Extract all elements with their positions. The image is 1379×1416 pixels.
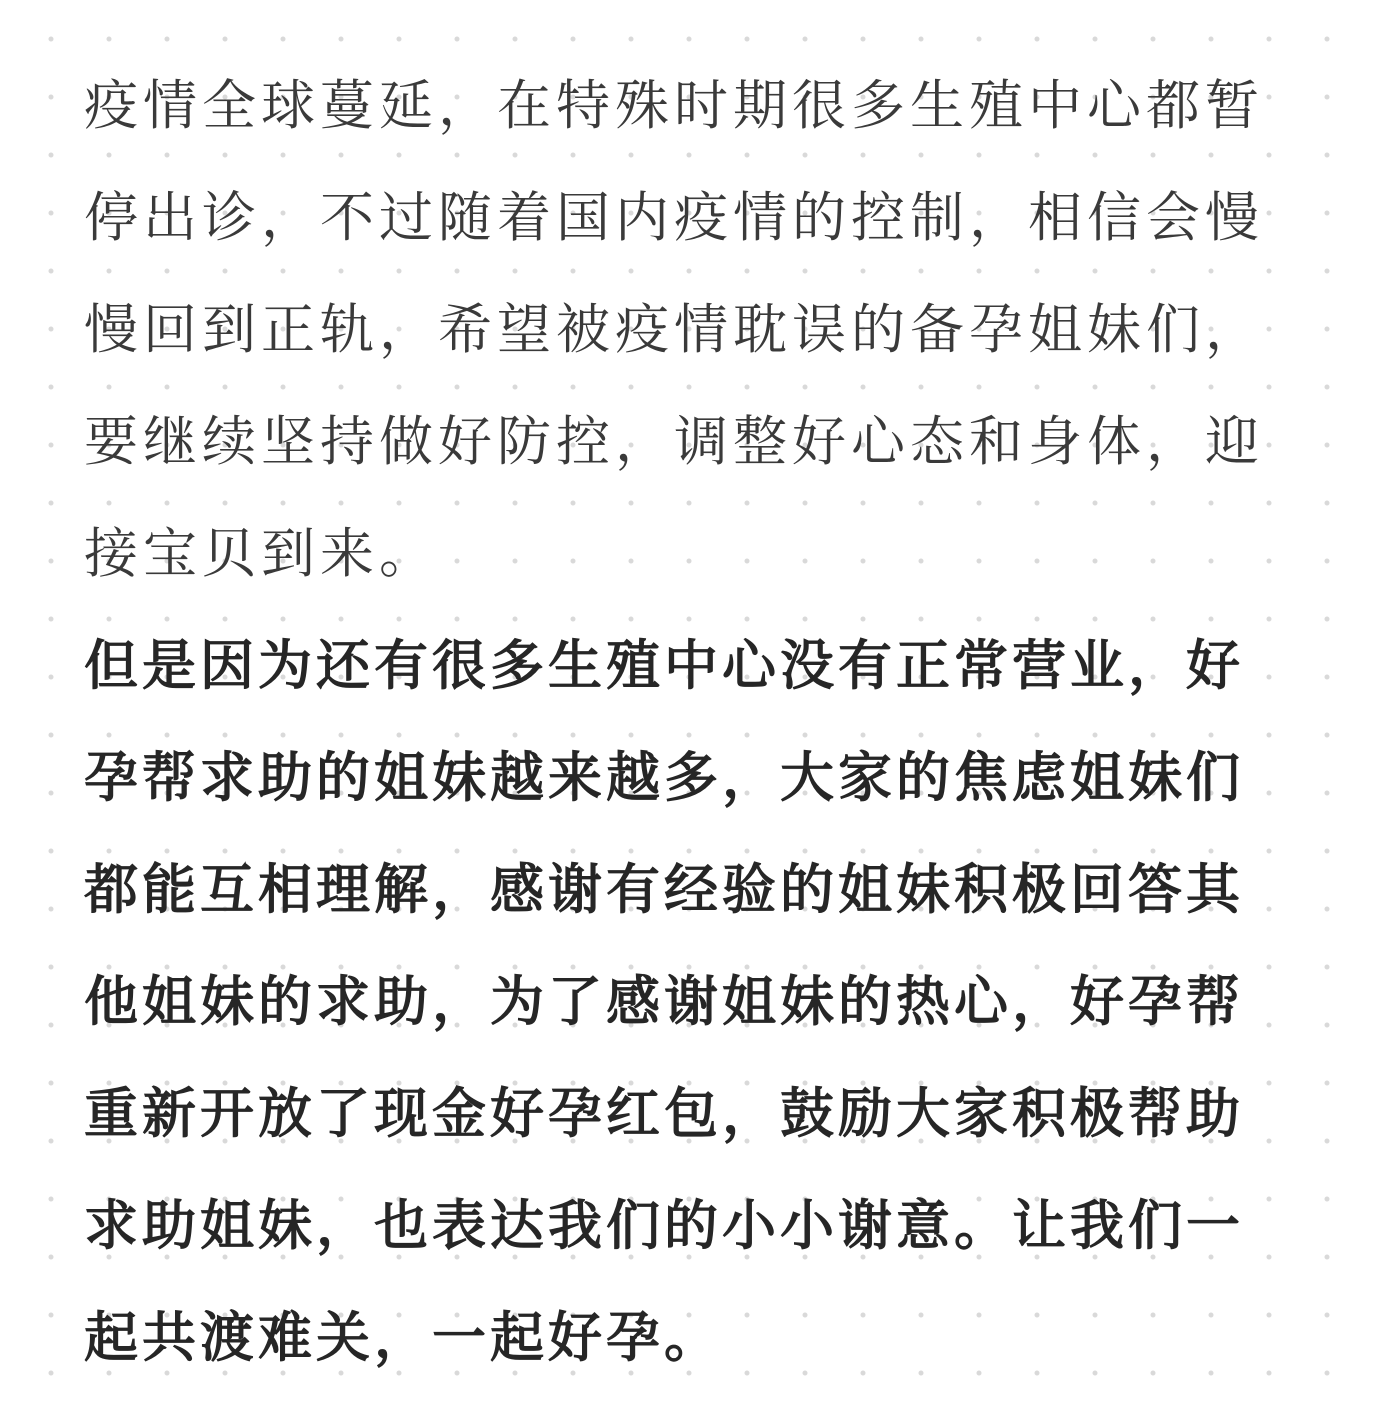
text-line: 求助姐妹，也表达我们的小小谢意。让我们一 — [84, 1194, 1244, 1257]
text-line: 接宝贝到来。 — [84, 522, 438, 585]
paragraph-intro — [84, 72, 1284, 632]
text-line: 重新开放了现金好孕红包，鼓励大家积极帮助 — [84, 1082, 1244, 1145]
text-line: 孕帮求助的姐妹越来越多，大家的焦虑姐妹们 — [84, 746, 1244, 809]
text-line: 他姐妹的求助，为了感谢姐妹的热心，好孕帮 — [84, 970, 1244, 1033]
text-line: 起共渡难关，一起好孕。 — [84, 1306, 722, 1369]
article-body — [84, 72, 1284, 1416]
text-line: 都能互相理解，感谢有经验的姐妹积极回答其 — [84, 858, 1244, 921]
paragraph-highlight — [84, 632, 1284, 1416]
text-line: 要继续坚持做好防控，调整好心态和身体，迎 — [84, 410, 1264, 473]
text-line: 慢回到正轨，希望被疫情耽误的备孕姐妹们， — [84, 298, 1264, 361]
text-line: 停出诊，不过随着国内疫情的控制，相信会慢 — [84, 186, 1264, 249]
text-line: 但是因为还有很多生殖中心没有正常营业，好 — [84, 634, 1244, 697]
text-line: 疫情全球蔓延，在特殊时期很多生殖中心都暂 — [84, 74, 1264, 137]
